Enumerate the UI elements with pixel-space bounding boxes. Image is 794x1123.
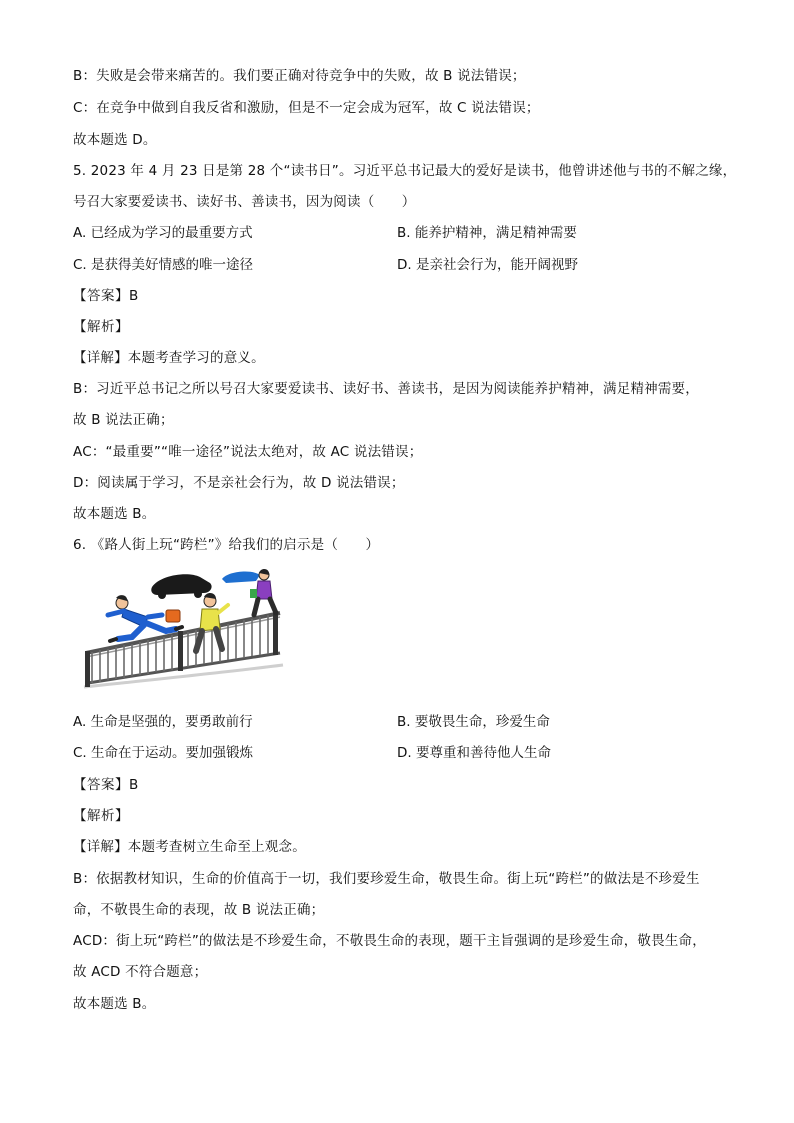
q6-analysis-acd-line2: 故 ACD 不符合题意；: [73, 964, 208, 980]
prev-conclusion: 故本题选 D。: [73, 132, 157, 148]
hurdling-pedestrians-illustration: [80, 565, 285, 695]
q5-option-d: D. 是亲社会行为，能开阔视野: [397, 257, 578, 273]
q6-analysis-b-line2: 命，不敬畏生命的表现，故 B 说法正确；: [73, 902, 325, 918]
q5-stem-line2: 号召大家要爱读书、读好书、善读书，因为阅读（ ）: [73, 194, 416, 210]
q5-analysis-d: D：阅读属于学习，不是亲社会行为，故 D 说法错误；: [73, 475, 405, 491]
q5-analysis-ac: AC：“最重要”“唯一途径”说法太绝对，故 AC 说法错误；: [73, 444, 423, 460]
q6-option-a: A. 生命是坚强的，要勇敢前行: [73, 714, 253, 730]
q5-analysis-heading: 【解析】: [73, 319, 129, 335]
q5-option-b: B. 能养护精神，满足精神需要: [397, 225, 577, 241]
q6-option-c: C. 生命在于运动。要加强锻炼: [73, 745, 254, 761]
q5-conclusion: 故本题选 B。: [73, 506, 156, 522]
q6-stem: 6. 《路人街上玩“跨栏”》给我们的启示是（ ）: [73, 537, 380, 553]
q6-conclusion: 故本题选 B。: [73, 996, 156, 1012]
q6-analysis-acd-line1: ACD：街上玩“跨栏”的做法是不珍爱生命，不敬畏生命的表现，题干主旨强调的是珍爱生命，敬畏生命，: [73, 933, 706, 949]
q6-detail: 【详解】本题考查树立生命至上观念。: [73, 839, 306, 855]
prev-analysis-c: C：在竞争中做到自我反省和激励，但是不一定会成为冠军，故 C 说法错误；: [73, 100, 540, 116]
q6-analysis-b-line1: B：依据教材知识，生命的价值高于一切，我们要珍爱生命，敬畏生命。街上玩“跨栏”的做法是不珍爱生: [73, 871, 700, 887]
q5-option-a: A. 已经成为学习的最重要方式: [73, 225, 253, 241]
q5-detail: 【详解】本题考查学习的意义。: [73, 350, 265, 366]
q6-answer: 【答案】B: [73, 777, 139, 793]
q5-analysis-b-line2: 故 B 说法正确；: [73, 412, 174, 428]
q6-option-b: B. 要敬畏生命，珍爱生命: [397, 714, 550, 730]
q5-stem-line1: 5. 2023 年 4 月 23 日是第 28 个“读书日”。习近平总书记最大的爱好是读书，他曾讲述他与书的不解之缘，: [73, 163, 737, 179]
prev-analysis-b: B：失败是会带来痛苦的。我们要正确对待竞争中的失败，故 B 说法错误；: [73, 68, 526, 84]
q6-option-d: D. 要尊重和善待他人生命: [397, 745, 551, 761]
q5-answer: 【答案】B: [73, 288, 139, 304]
q5-option-c: C. 是获得美好情感的唯一途径: [73, 257, 254, 273]
q5-analysis-b-line1: B：习近平总书记之所以号召大家要爱读书、读好书、善读书，是因为阅读能养护精神，满足精神需要，: [73, 381, 699, 397]
q6-analysis-heading: 【解析】: [73, 808, 129, 824]
